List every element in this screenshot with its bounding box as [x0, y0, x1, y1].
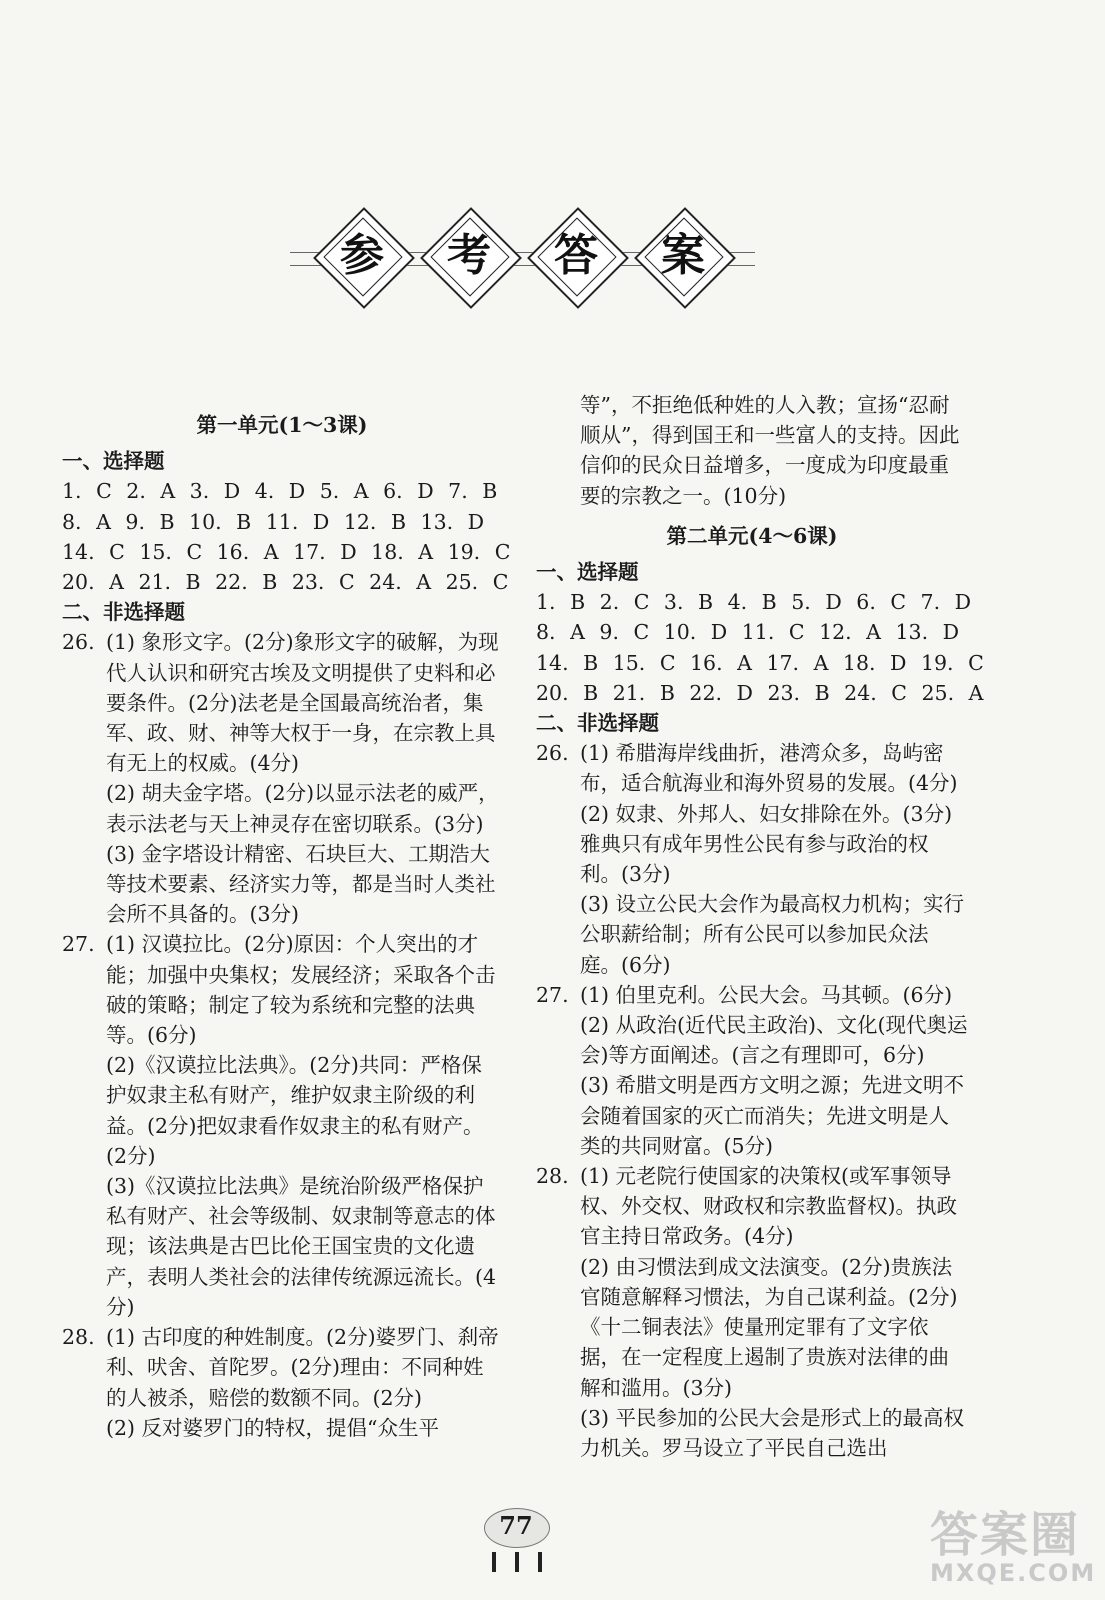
answer-part: (3) 希腊文明是西方文明之源；先进文明不会随着国家的灭亡而消失；先进文明是人类的共同财富。(5分): [580, 1073, 965, 1158]
mc-answer-row: 1. B 2. C 3. B 4. B 5. D 6. C 7. D: [536, 590, 972, 615]
mc-answer-row: 14. B 15. C 16. A 17. A 18. D 19. C: [536, 650, 984, 675]
watermark-text: 答案圈: [930, 1507, 1081, 1563]
answer-part: (3) 金字塔设计精密、石块巨大、工期浩大等技术要素、经济实力等，都是当时人类社会所不具备的。(3分): [106, 841, 496, 927]
answer-part: (3)《汉谟拉比法典》是统治阶级严格保护私有财产、社会等级制、奴隶制等意志的体现；该法典是古巴比伦王国宝贵的文化遗产，表明人类社会的法律传统源远流长。(4分): [106, 1174, 497, 1319]
banner-char: 考: [447, 230, 491, 281]
question-28-continued: [536, 390, 968, 511]
unit-title: 第一单元(1～3课): [196, 413, 368, 437]
answer-part: (1) 希腊海岸线曲折，港湾众多，岛屿密布，适合航海业和海外贸易的发展。(4分): [580, 741, 958, 796]
banner-diamond: [526, 196, 626, 316]
question-number: 28.: [62, 1325, 95, 1350]
answer-part: (1) 古印度的种姓制度。(2分)婆罗门、刹帝利、吠舍、首陀罗。(2分)理由：不同种姓的人被杀，赔偿的数额不同。(2分): [106, 1325, 499, 1410]
mc-answer-row: 20. A 21. B 22. B 23. C 24. A 25. C: [62, 570, 509, 595]
section-heading: 一、选择题: [62, 449, 165, 474]
answer-part: (1) 象形文字。(2分)象形文字的破解，为现代人认识和研究古埃及文明提供了史料和必要条件。(2分)法老是全国最高统治者，集军、政、财、神等大权于一身，在宗教上具有无上的权威。(4分): [106, 630, 499, 776]
banner-char: 案: [661, 230, 705, 281]
answer-part: (2)《汉谟拉比法典》。(2分)共同：严格保护奴隶主私有财产，维护奴隶主阶级的利益。(2分)把奴隶看作奴隶主的私有财产。(2分): [106, 1053, 484, 1168]
question-26: [62, 627, 502, 929]
question-number: 27.: [62, 932, 95, 957]
watermark-url: MXQE.COM: [930, 1559, 1097, 1587]
tree-ornament-icon: [492, 1552, 542, 1572]
answer-part: (1) 汉谟拉比。(2分)原因：个人突出的才能；加强中央集权；发展经济；采取各个击破的策略；制定了较为系统和完整的法典等。(6分): [106, 932, 496, 1048]
mc-answer-row: 8. A 9. B 10. B 11. D 12. B 13. D: [62, 509, 485, 534]
answer-key-banner: [290, 196, 755, 316]
banner-diamond: [312, 196, 412, 316]
answer-part: (1) 元老院行使国家的决策权(或军事领导权、外交权、财政权和宗教监督权)。执政官主持日常政务。(4分): [580, 1164, 957, 1249]
answer-continuation: 等”，不拒绝低种姓的人入教；宣扬“忍耐顺从”，得到国王和一些富人的支持。因此信仰的民众日益增多，一度成为印度最重要的宗教之一。(10分): [580, 393, 960, 508]
question-27: [536, 980, 968, 1161]
right-column: [536, 390, 984, 1463]
answer-part: (2) 反对婆罗门的特权，提倡“众生平: [106, 1415, 440, 1440]
banner-diamond: [419, 196, 519, 316]
question-26: [536, 738, 968, 980]
mc-answer-row: 20. B 21. B 22. D 23. B 24. C 25. A: [536, 680, 984, 705]
banner-diamond: [633, 196, 733, 316]
answer-part: (3) 平民参加的公民大会是形式上的最高权力机关。罗马设立了平民自己选出: [580, 1405, 965, 1460]
answer-part: (2) 奴隶、外邦人、妇女排除在外。(3分)雅典只有成年男性公民有参与政治的权利。(3分): [580, 801, 953, 887]
section-heading: 二、非选择题: [536, 711, 659, 736]
mc-answer-row: 8. A 9. C 10. D 11. C 12. A 13. D: [536, 620, 960, 645]
question-28: [62, 1322, 502, 1443]
unit-title: 第二单元(4～6课): [666, 523, 838, 548]
section-heading: 二、非选择题: [62, 600, 185, 625]
answer-part: (2) 由习惯法到成文法演变。(2分)贵族法官随意解释习惯法，为自己谋利益。(2分)《十二铜表法》使量刑定罪有了文字依据，在一定程度上遏制了贵族对法律的曲解和滥用。(3分): [580, 1254, 958, 1400]
page-number: 77: [499, 1511, 533, 1540]
answer-part: (1) 伯里克利。公民大会。马其顿。(6分): [580, 982, 953, 1007]
mc-answer-row: 1. C 2. A 3. D 4. D 5. A 6. D 7. B: [62, 479, 498, 504]
question-28: [536, 1161, 968, 1463]
question-number: 26.: [62, 630, 95, 655]
banner-char: 参: [340, 230, 384, 281]
watermark-logo: [930, 1496, 1097, 1592]
answer-part: (2) 胡夫金字塔。(2分)以显示法老的威严，表示法老与天上神灵存在密切联系。(3分): [106, 781, 499, 836]
question-27: [62, 929, 502, 1322]
answer-part: (3) 设立公民大会作为最高权力机构；实行公职薪给制；所有公民可以参加民众法庭。(6分): [580, 892, 965, 977]
question-number: 26.: [536, 741, 569, 766]
left-column: [62, 400, 511, 1443]
question-number: 27.: [536, 982, 569, 1007]
banner-char: 答: [554, 230, 598, 281]
mc-answer-row: 14. C 15. C 16. A 17. D 18. A 19. C: [62, 539, 511, 564]
section-heading: 一、选择题: [536, 560, 639, 585]
page-number-badge: [462, 1508, 572, 1578]
answer-part: (2) 从政治(近代民主政治)、文化(现代奥运会)等方面阐述。(言之有理即可，6分): [580, 1013, 968, 1068]
question-number: 28.: [536, 1164, 569, 1189]
